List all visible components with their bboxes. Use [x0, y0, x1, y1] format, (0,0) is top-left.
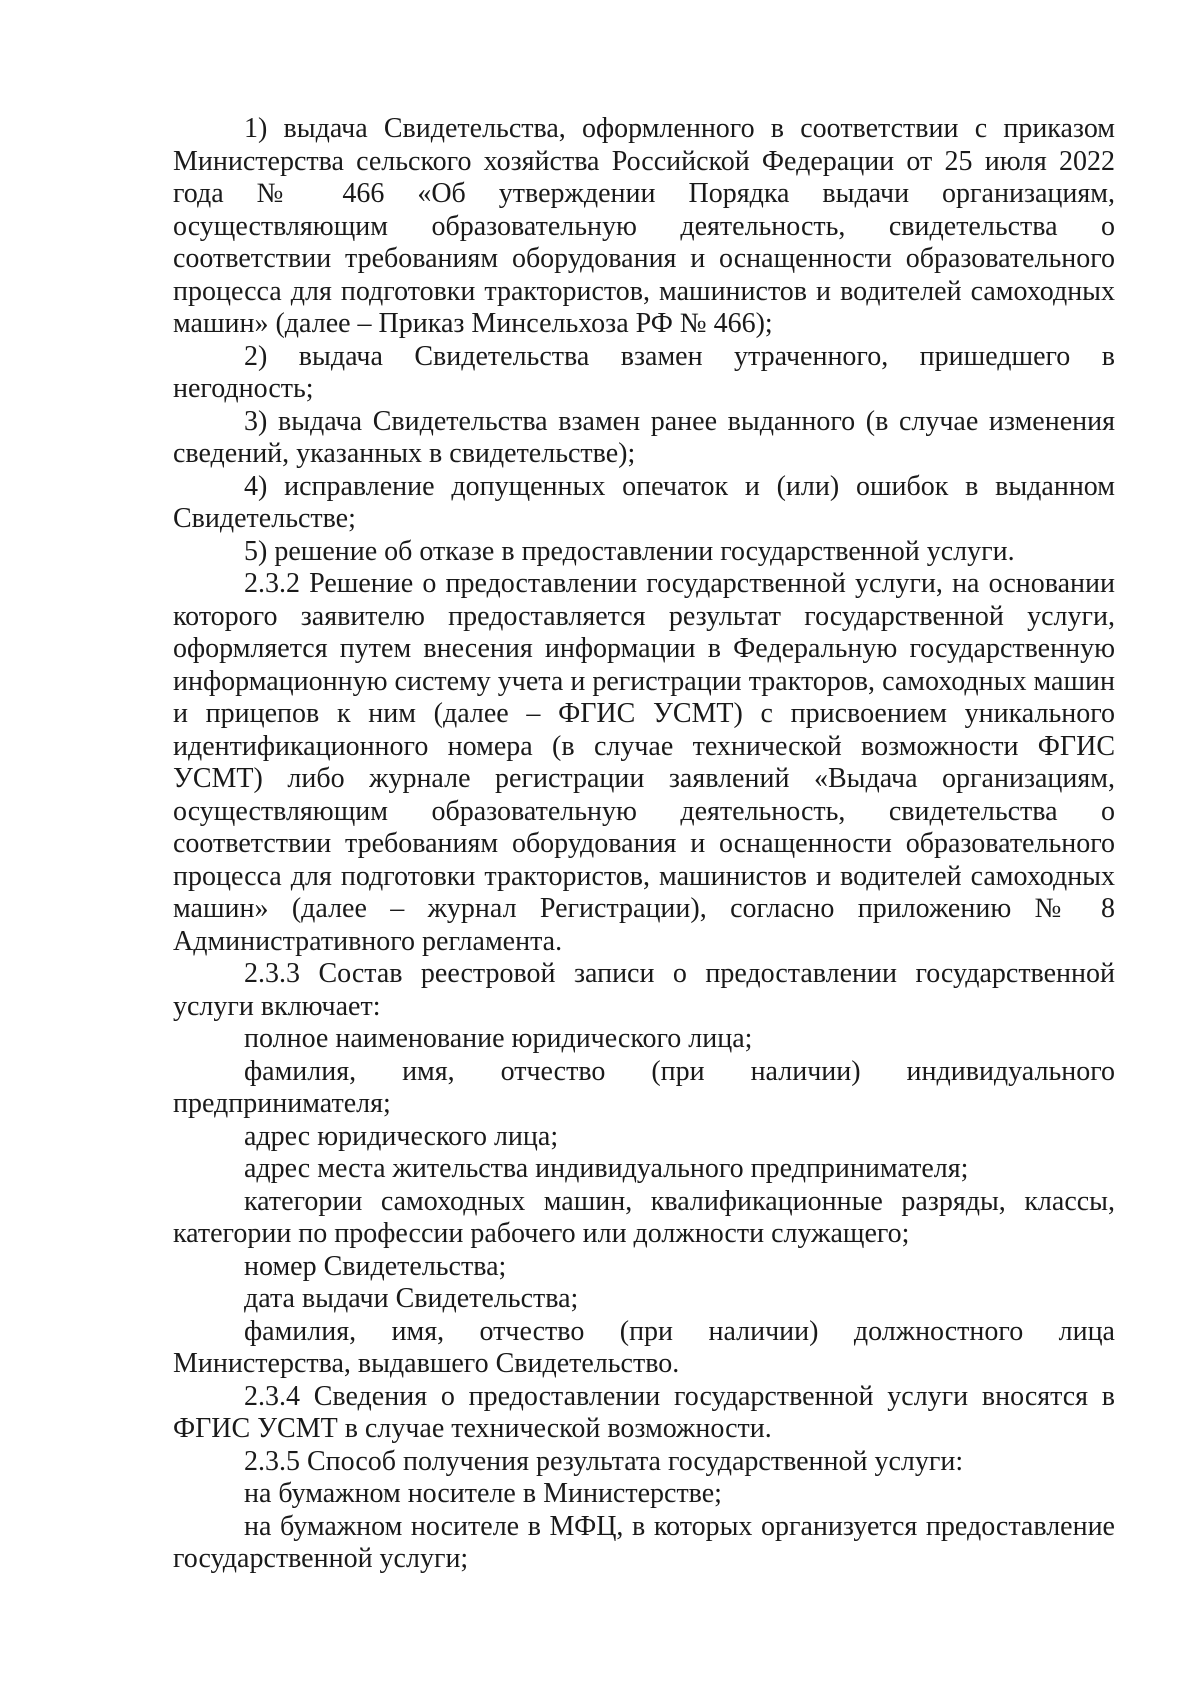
result-item-1: 1) выдача Свидетельства, оформленного в соответствии с приказом Министерства сельского хозяйства Российской Федерации от 25 июля 2022 года № 466 «Об утверждении Порядка выдачи организациям, осуществляющим образовательную деятельность, свидетельства о соответствии требованиям оборудования и оснащенности образовательного процесса для подготовки трактористов, машинистов и водителей самоходных машин» (далее – Приказ Минсельхоза РФ № 466);	[173, 113, 1115, 339]
result-item-2: 2) выдача Свидетельства взамен утраченного, пришедшего в негодность;	[173, 340, 1115, 404]
clause-2-3-3: 2.3.3 Состав реестровой записи о предоставлении государственной услуги включает:	[173, 958, 1115, 1022]
registry-item-issue-date: дата выдачи Свидетельства;	[244, 1283, 579, 1314]
clause-2-3-5: 2.3.5 Способ получения результата государственной услуги:	[244, 1445, 964, 1477]
registry-item-legal-name: полное наименование юридического лица;	[244, 1023, 753, 1054]
registry-item-entrepreneur-name: фамилия, имя, отчество (при наличии) индивидуального предпринимателя;	[173, 1055, 1115, 1119]
result-item-3: 3) выдача Свидетельства взамен ранее выданного (в случае изменения сведений, указанных в свидетельстве);	[173, 405, 1115, 469]
registry-item-entrepreneur-address: адрес места жительства индивидуального предпринимателя;	[244, 1153, 969, 1184]
clause-2-3-2: 2.3.2 Решение о предоставлении государственной услуги, на основании которого заявителю предоставляется результат государственной услуги, оформляется путем внесения информации в Федеральную государственную информационную систему учета и регистрации тракторов, самоходных машин и прицепов к ним (далее – ФГИС УСМТ) с присвоением уникального идентификационного номера (в случае технической возможности ФГИС УСМТ) либо журнале регистрации заявлений «Выдача организациям, осуществляющим образовательную деятельность, свидетельства о соответствии требованиям оборудования и оснащенности образовательного процесса для подготовки трактористов, машинистов и водителей самоходных машин» (далее – журнал Регистрации), согласно приложению № 8 Административного регламента.	[173, 568, 1115, 957]
registry-item-legal-address: адрес юридического лица;	[244, 1120, 559, 1152]
result-item-5: 5) решение об отказе в предоставлении государственной услуги.	[244, 535, 1015, 567]
registry-item-categories: категории самоходных машин, квалификационные разряды, классы, категории по профессии рабочего или должности служащего;	[173, 1185, 1115, 1249]
document-page	[173, 113, 1115, 1576]
clause-2-3-4: 2.3.4 Сведения о предоставлении государственной услуги вносятся в ФГИС УСМТ в случае технической возможности.	[173, 1380, 1115, 1444]
registry-item-certificate-number: номер Свидетельства;	[244, 1250, 507, 1282]
delivery-method-ministry: на бумажном носителе в Министерстве;	[244, 1478, 722, 1509]
result-item-4: 4) исправление допущенных опечаток и (или) ошибок в выданном Свидетельстве;	[173, 470, 1115, 534]
registry-item-official-name: фамилия, имя, отчество (при наличии) должностного лица Министерства, выдавшего Свидетельство.	[173, 1315, 1115, 1379]
delivery-method-mfc: на бумажном носителе в МФЦ, в которых организуется предоставление государственной услуги;	[173, 1510, 1115, 1574]
